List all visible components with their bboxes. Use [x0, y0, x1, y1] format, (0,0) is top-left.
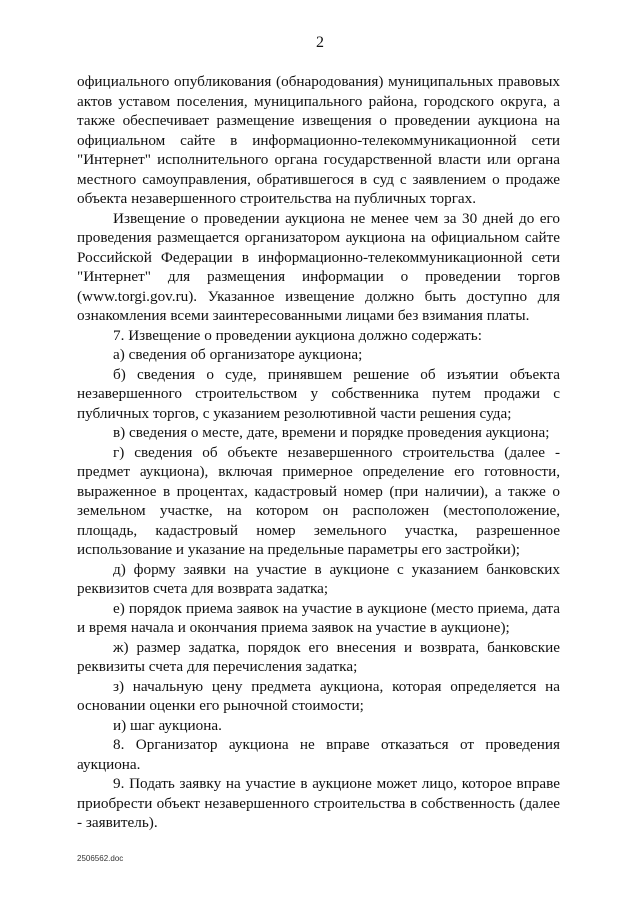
paragraph: Извещение о проведении аукциона не менее чем за 30 дней до его проведения размещается организатором аукциона на официальном сайте Российской Федерации в информационно-телекоммуникационной сети "Интернет" для размещения информации о проведении торгов (www.torgi.gov.ru). Указанное извещение должно быть доступно для ознакомления всеми заинтересованными лицами без взимания платы.: [77, 209, 560, 324]
paragraph: а) сведения об организаторе аукциона;: [113, 346, 363, 363]
paragraph: официального опубликования (обнародования) муниципальных правовых актов уставом поселения, муниципального района, городского округа, а также обеспечивает размещение извещения о проведении аукциона на официальном сайте в информационно-телекоммуникационной сети "Интернет" исполнительного органа государственной власти или органа местного самоуправления, обратившегося в суд с заявлением о продаже объекта незавершенного строительства на публичных торгах.: [77, 73, 560, 207]
paragraph: и) шаг аукциона.: [113, 716, 222, 734]
footer-file-name: 2506562.doc: [77, 854, 124, 863]
paragraph: з) начальную цену предмета аукциона, которая определяется на основании оценки его рыночной стоимости;: [77, 677, 560, 714]
paragraph: 8. Организатор аукциона не вправе отказаться от проведения аукциона.: [77, 736, 560, 773]
paragraph: д) форму заявки на участие в аукционе с указанием банковских реквизитов счета для возврата задатка;: [77, 560, 560, 597]
paragraph: г) сведения об объекте незавершенного строительства (далее - предмет аукциона), включая примерное определение его готовности, выраженное в процентах, кадастровый номер (при наличии), а также о земельном участке, на котором он расположен (местоположение, площадь, кадастровый номер земельного участка, разрешенное использование и указание на предельные параметры его застройки);: [77, 443, 560, 558]
paragraph: 7. Извещение о проведении аукциона должно содержать:: [113, 326, 482, 344]
paragraph: б) сведения о суде, принявшем решение об изъятии объекта незавершенного строительством у собственника путем продажи с публичных торгов, с указанием резолютивной части решения суда;: [77, 365, 560, 422]
paragraph: в) сведения о месте, дате, времени и порядке проведения аукциона;: [113, 424, 550, 441]
document-body: [77, 72, 560, 833]
paragraph: ж) размер задатка, порядок его внесения и возврата, банковские реквизиты счета для перечисления задатка;: [77, 638, 560, 675]
page-number: 2: [316, 34, 324, 51]
paragraph: е) порядок приема заявок на участие в аукционе (место приема, дата и время начала и окончания приема заявок на участие в аукционе);: [77, 599, 560, 636]
paragraph: 9. Подать заявку на участие в аукционе может лицо, которое вправе приобрести объект незавершенного строительства в собственность (далее - заявитель).: [77, 775, 560, 831]
